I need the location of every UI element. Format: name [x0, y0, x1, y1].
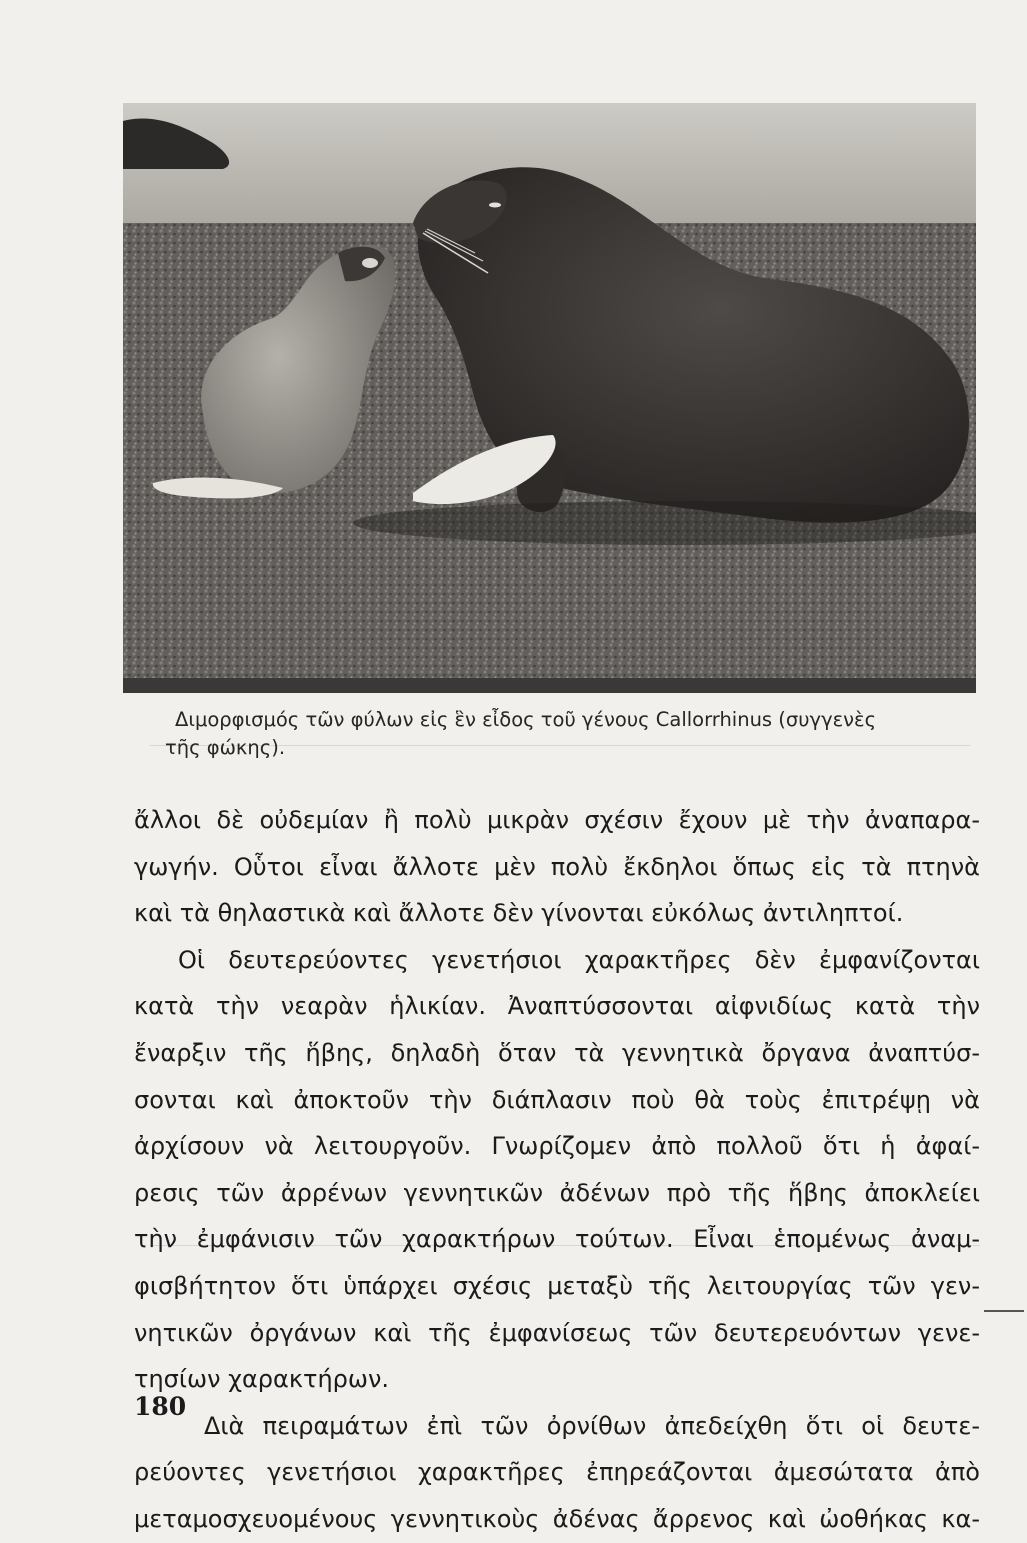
body-line: ρεσις τῶν ἀρρένων γεννητικῶν ἀδένων πρὸ τῆς ἥβης ἀποκλείει: [134, 1178, 980, 1207]
body-line: σονται καὶ ἀποκτοῦν τὴν διάπλασιν ποὺ θὰ τοὺς ἐπιτρέψῃ νὰ: [134, 1085, 980, 1114]
body-line: ρεύοντες γενετήσιοι χαρακτῆρες ἐπηρεάζονται ἀμεσώτατα ἀπὸ: [134, 1458, 980, 1487]
body-line: ἄλλοι δὲ οὐδεμίαν ἢ πολὺ μικρὰν σχέσιν ἔχουν μὲ τὴν ἀναπαρα-: [134, 806, 980, 834]
body-line: γωγήν. Οὗτοι εἶναι ἄλλοτε μὲν πολὺ ἔκδηλοι ὅπως εἰς τὰ πτηνὰ: [134, 852, 980, 881]
body-text: [134, 797, 980, 1543]
body-line: μεταμοσχευομένους γεννητικοὺς ἀδένας ἄρρενος καὶ ὠοθήκας κα-: [134, 1504, 980, 1533]
body-line: Οἱ δευτερεύοντες γενετήσιοι χαρακτῆρες δὲν ἐμφανίζονται: [178, 945, 980, 974]
margin-pencil-mark: [984, 1310, 1024, 1312]
figure-caption: [165, 706, 975, 762]
body-line: καὶ τὰ θηλαστικὰ καὶ ἄλλοτε δὲν γίνονται εὐκόλως ἀντιληπτοί.: [134, 899, 904, 928]
figure-photo: [123, 103, 976, 693]
photo-fur-seals: [123, 103, 976, 693]
page-number: 180: [134, 1392, 187, 1421]
caption-line-1: Διμορφισμός τῶν φύλων εἰς ἓν εἶδος τοῦ γένους Callorrhinus (συγγενὲς: [175, 708, 877, 731]
body-line: Διὰ πειραμάτων ἐπὶ τῶν ὀρνίθων ἀπεδείχθη ὅτι οἱ δευτε-: [204, 1411, 980, 1440]
body-line: ἔναρξιν τῆς ἥβης, δηλαδὴ ὅταν τὰ γεννητικὰ ὄργανα ἀναπτύσ-: [134, 1038, 980, 1067]
body-line: τὴν ἐμφάνισιν τῶν χαρακτήρων τούτων. Εἶναι ἑπομένως ἀναμ-: [134, 1225, 980, 1254]
body-line: κατὰ τὴν νεαρὰν ἡλικίαν. Ἀναπτύσσονται αἰφνιδίως κατὰ τὴν: [134, 992, 980, 1021]
body-line: νητικῶν ὀργάνων καὶ τῆς ἐμφανίσεως τῶν δευτερευόντων γενε-: [134, 1318, 980, 1347]
body-line: φισβήτητον ὅτι ὑπάρχει σχέσις μεταξὺ τῆς λειτουργίας τῶν γεν-: [134, 1271, 980, 1300]
body-line: τησίων χαρακτήρων.: [134, 1365, 390, 1394]
caption-line-2: τῆς φώκης).: [165, 736, 286, 759]
body-line: ἀρχίσουν νὰ λειτουργοῦν. Γνωρίζομεν ἀπὸ πολλοῦ ὅτι ἡ ἀφαί-: [134, 1132, 980, 1161]
